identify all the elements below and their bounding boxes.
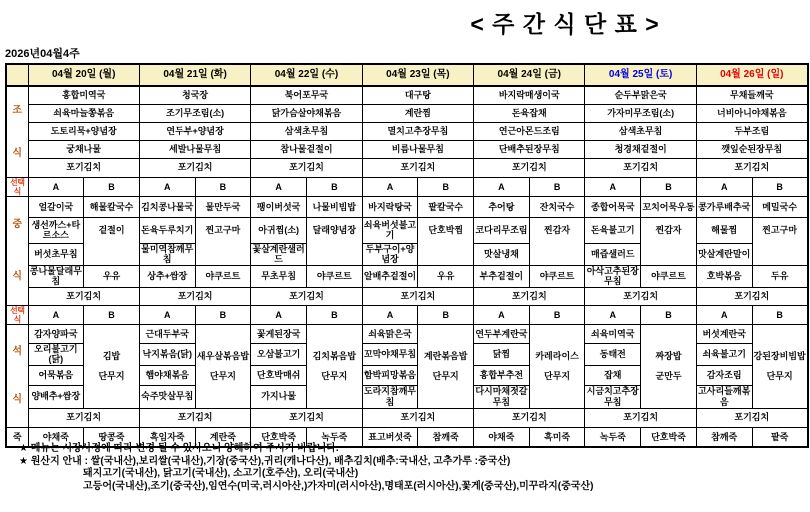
menu-cell: 동태전	[585, 343, 641, 365]
week-label: 2026년04월4주	[5, 48, 80, 60]
menu-cell: 버섯계란국	[696, 324, 752, 343]
menu-line: 단무지	[432, 370, 459, 381]
menu-cell: 햄야채볶음	[139, 365, 195, 385]
ab-header: B	[641, 177, 697, 196]
menu-cell: 함박피망볶음	[362, 365, 418, 385]
menu-cell: 해물찜	[696, 217, 752, 243]
menu-cell: 야쿠르트	[195, 265, 251, 287]
kimchi-cell: 포기김치	[474, 408, 585, 427]
porridge-cell: 참깨죽	[418, 427, 474, 447]
menu-cell: 종합어묵국	[585, 196, 641, 217]
menu-cell: 세발나물무침	[139, 140, 250, 158]
kimchi-cell: 포기김치	[28, 158, 139, 177]
menu-cell: 잡채	[585, 365, 641, 385]
note-line: 돼지고기(국내산), 닭고기(국내산), 소고기(호주산), 오리(국내산)	[83, 468, 359, 480]
ab-header: A	[28, 177, 84, 196]
menu-cell: 궁채나물	[28, 140, 139, 158]
kimchi-cell: 포기김치	[139, 158, 250, 177]
kimchi-cell: 포기김치	[362, 408, 473, 427]
menu-cell: 감자조림	[696, 365, 752, 385]
menu-cell: 돈육두루치기	[139, 217, 195, 243]
menu-cell: 고사리들깨볶음	[698, 386, 751, 407]
menu-cell-empty	[641, 243, 697, 265]
menu-cell: 조기무조림(소)	[139, 104, 250, 122]
porridge-cell: 단호박죽	[251, 427, 307, 447]
ab-header: A	[696, 177, 752, 196]
section-label-dinner	[6, 324, 28, 427]
menu-cell: 물미역참깨무침	[141, 244, 194, 265]
menu-cell: 시금치고추장무침	[586, 386, 639, 407]
day-header-mon: 04월 20일 (월)	[28, 64, 139, 86]
menu-cell: 콩가루배추국	[696, 196, 752, 217]
menu-cell: 단호박찜	[418, 217, 474, 243]
menu-line: 카레라이스	[535, 351, 579, 362]
menu-cell: 우유	[418, 265, 474, 287]
kimchi-cell: 포기김치	[474, 158, 585, 177]
menu-cell: 근대두부국	[139, 324, 195, 343]
menu-cell: 쇠육마늘쫑볶음	[28, 104, 139, 122]
menu-cell: 낙지볶음(닭)	[139, 343, 195, 365]
menu-cell: 연두부계란국	[474, 324, 530, 343]
menu-line: 단무지	[209, 370, 236, 381]
menu-cell: 팥칼국수	[418, 196, 474, 217]
menu-cell: 쇠육맑은국	[362, 324, 418, 343]
menu-cell: 팽이버섯국	[251, 196, 307, 217]
porridge-cell: 단호박죽	[641, 427, 697, 447]
porridge-cell: 참깨죽	[696, 427, 752, 447]
menu-cell-b-option	[84, 324, 140, 408]
ab-header: B	[195, 177, 251, 196]
menu-cell: 어묵볶음	[28, 365, 84, 385]
kimchi-cell: 포기김치	[696, 408, 807, 427]
day-header-tue: 04월 21일 (화)	[139, 64, 250, 86]
section-char: 석	[12, 346, 23, 358]
menu-cell: 아귀찜(소)	[251, 217, 307, 243]
section-label-breakfast	[6, 86, 28, 177]
kimchi-cell: 포기김치	[251, 287, 362, 305]
note-line: 고등어(국내산),조기(중국산),임연수(미국,러시아산,)가자미(러시아산),명태포(러시아산),꽃게(중국산),미꾸라지(중국산)	[83, 480, 594, 492]
menu-cell-empty	[752, 243, 808, 265]
menu-cell: 메밀국수	[752, 196, 808, 217]
menu-cell: 감자양파국	[28, 324, 84, 343]
menu-cell-b-option	[752, 324, 808, 408]
menu-cell: 대구탕	[362, 86, 473, 104]
ab-header: A	[474, 305, 530, 324]
menu-cell: 찐고구마	[752, 217, 808, 243]
menu-line: 단무지	[544, 370, 571, 381]
menu-cell: 꽃살계란샐러드	[252, 244, 305, 265]
menu-cell: 가지나물	[251, 385, 307, 408]
menu-cell: 참나물겉절이	[251, 140, 362, 158]
menu-cell: 겉절이	[84, 217, 140, 243]
menu-cell: 알배추겉절이	[362, 265, 418, 287]
porridge-cell: 계란죽	[195, 427, 251, 447]
menu-cell: 무채들깨국	[696, 86, 807, 104]
menu-cell: 너비아니야채볶음	[696, 104, 807, 122]
ab-header: A	[251, 177, 307, 196]
ab-header: B	[306, 305, 362, 324]
section-char: 조	[12, 104, 23, 116]
menu-cell: 쇠육버섯불고기	[362, 217, 418, 243]
day-header-fri: 04월 24일 (금)	[474, 64, 585, 86]
menu-cell: 김치콩나물국	[139, 196, 195, 217]
ab-header: B	[84, 305, 140, 324]
menu-cell: 물만두국	[195, 196, 251, 217]
day-header-sat: 04월 25일 (토)	[585, 64, 696, 86]
menu-cell: 꼬치어묵우동	[641, 196, 697, 217]
ab-header: A	[28, 305, 84, 324]
menu-cell: 홍합미역국	[28, 86, 139, 104]
kimchi-cell: 포기김치	[139, 408, 250, 427]
kimchi-cell: 포기김치	[362, 158, 473, 177]
menu-cell-empty	[84, 243, 140, 265]
menu-cell: 달래양념장	[306, 217, 362, 243]
ab-header: B	[418, 305, 474, 324]
porridge-cell: 야채죽	[474, 427, 530, 447]
menu-line: 단무지	[98, 370, 125, 381]
note-line: ★ 메뉴는 시장사정에 따라 변경 될 수 있사오니 양해하여 주시기 바랍니다.	[19, 443, 339, 454]
menu-cell: 돈육불고기	[585, 217, 641, 243]
kimchi-cell: 포기김치	[139, 287, 250, 305]
menu-cell: 쇠육미역국	[585, 324, 641, 343]
menu-cell: 도토리묵+양념장	[28, 122, 139, 140]
kimchi-cell: 포기김치	[696, 158, 807, 177]
section-char: 중	[12, 219, 23, 231]
menu-cell-empty	[306, 243, 362, 265]
menu-cell: 청경채겉절이	[585, 140, 696, 158]
menu-cell: 야쿠르트	[306, 265, 362, 287]
menu-cell: 나물비빔밥	[306, 196, 362, 217]
menu-cell: 우유	[84, 265, 140, 287]
day-header-sun: 04월 26일 (일)	[696, 64, 807, 86]
menu-line: 김밥	[102, 351, 121, 362]
menu-cell: 콩나물달래무침	[29, 265, 82, 287]
menu-table	[5, 63, 809, 448]
menu-cell: 연두부+양념장	[139, 122, 250, 140]
menu-cell: 오리불고기(닭)	[28, 343, 84, 365]
ab-header: A	[585, 305, 641, 324]
menu-cell: 호박볶음	[696, 265, 752, 287]
menu-cell: 잔치국수	[529, 196, 585, 217]
kimchi-cell: 포기김치	[251, 408, 362, 427]
menu-line: 짜장밥	[655, 351, 682, 362]
ab-header: B	[306, 177, 362, 196]
menu-cell-b-option	[418, 324, 474, 408]
ab-header: B	[752, 305, 808, 324]
menu-cell: 돈육잡채	[474, 104, 585, 122]
menu-cell-b-option	[195, 324, 251, 408]
porridge-cell: 땅콩죽	[84, 427, 140, 447]
kimchi-cell: 포기김치	[28, 287, 139, 305]
menu-line: 군만두	[655, 370, 682, 381]
menu-cell: 삼색초무침	[251, 122, 362, 140]
menu-line: 새우살볶음밥	[196, 351, 250, 362]
section-label-porridge: 죽	[6, 427, 28, 447]
section-label-select-lunch: 선택식	[6, 177, 28, 196]
ab-header: B	[529, 177, 585, 196]
page-title: < 주 간 식 단 표 >	[470, 11, 660, 37]
ab-header: B	[195, 305, 251, 324]
menu-cell: 닭가슴살야채볶음	[251, 104, 362, 122]
porridge-cell: 야채죽	[28, 427, 84, 447]
kimchi-cell: 포기김치	[251, 158, 362, 177]
porridge-cell: 녹두죽	[306, 427, 362, 447]
menu-cell: 맛살계란말이	[696, 243, 752, 265]
menu-cell: 바지락매생이국	[474, 86, 585, 104]
menu-cell: 쇠육불고기	[696, 343, 752, 365]
menu-cell: 버섯초무침	[28, 243, 84, 265]
kimchi-cell: 포기김치	[474, 287, 585, 305]
notes	[19, 443, 593, 493]
ab-header: A	[139, 305, 195, 324]
menu-cell: 멸치고추장무침	[362, 122, 473, 140]
menu-cell: 닭찜	[474, 343, 530, 365]
menu-cell: 가자미무조림(소)	[585, 104, 696, 122]
menu-cell: 추어탕	[474, 196, 530, 217]
menu-cell: 연근아몬드조림	[474, 122, 585, 140]
menu-cell: 청국장	[139, 86, 250, 104]
menu-cell: 두부조림	[696, 122, 807, 140]
ab-header: A	[362, 177, 418, 196]
menu-cell-empty	[195, 243, 251, 265]
menu-cell: 양배추+쌈장	[28, 385, 84, 408]
menu-cell: 생선까스+타르소스	[28, 217, 84, 243]
ab-header: A	[696, 305, 752, 324]
menu-cell: 부추겉절이	[474, 265, 530, 287]
day-header-thu: 04월 23일 (목)	[362, 64, 473, 86]
menu-cell: 해물칼국수	[84, 196, 140, 217]
porridge-cell: 팥죽	[752, 427, 808, 447]
kimchi-cell: 포기김치	[28, 408, 139, 427]
menu-cell: 단배추된장무침	[474, 140, 585, 158]
menu-cell: 오삼불고기	[251, 343, 307, 365]
menu-cell: 야쿠르트	[529, 265, 585, 287]
menu-cell-empty	[529, 243, 585, 265]
section-char: 식	[12, 270, 23, 282]
menu-cell: 상추+쌈장	[139, 265, 195, 287]
ab-header: B	[529, 305, 585, 324]
ab-header: B	[641, 305, 697, 324]
menu-cell: 코다리무조림	[474, 217, 530, 243]
menu-cell: 삼색초무침	[585, 122, 696, 140]
ab-header: B	[418, 177, 474, 196]
day-header-wed: 04월 22일 (수)	[251, 64, 362, 86]
menu-cell: 무초무침	[251, 265, 307, 287]
ab-header: B	[752, 177, 808, 196]
menu-cell: 야쿠르트	[641, 265, 697, 287]
menu-cell: 다시마채젓갈무침	[475, 386, 528, 407]
menu-cell: 꽃게된장국	[251, 324, 307, 343]
menu-cell: 아삭고추된장무침	[586, 265, 639, 287]
menu-cell: 숙주맛살무침	[139, 385, 195, 408]
menu-cell: 홍합부추전	[474, 365, 530, 385]
corner-cell	[6, 64, 28, 86]
menu-cell: 두부구이+양념장	[362, 243, 418, 265]
ab-header: A	[251, 305, 307, 324]
kimchi-cell: 포기김치	[585, 287, 696, 305]
menu-cell: 두유	[752, 265, 808, 287]
menu-cell: 맛살냉채	[474, 243, 530, 265]
menu-line: 단무지	[321, 370, 348, 381]
menu-cell: 매즙샐러드	[585, 243, 641, 265]
menu-cell: 단호박매쉬	[251, 365, 307, 385]
menu-cell-empty	[418, 243, 474, 265]
menu-cell: 비름나물무침	[362, 140, 473, 158]
menu-cell: 찐고구마	[195, 217, 251, 243]
menu-line: 계란볶음밥	[423, 351, 468, 362]
menu-cell: 북어포무국	[251, 86, 362, 104]
section-label-select-dinner: 선택식	[6, 305, 28, 324]
ab-header: A	[585, 177, 641, 196]
porridge-cell: 흑미죽	[529, 427, 585, 447]
menu-line: 강된장비빔밥	[753, 351, 806, 362]
note-line: ★ 원산지 안내 : 쌀(국내산),보리쌀(국내산),기장(중국산),귀리(캐나다산), 배추김치(배추:국내산, 고추가루 :중국산)	[19, 455, 511, 467]
menu-cell: 얼갈이국	[28, 196, 84, 217]
ab-header: A	[139, 177, 195, 196]
kimchi-cell: 포기김치	[585, 158, 696, 177]
menu-cell: 바지락탕국	[362, 196, 418, 217]
kimchi-cell: 포기김치	[585, 408, 696, 427]
menu-line: 단무지	[766, 370, 793, 381]
porridge-cell: 녹두죽	[585, 427, 641, 447]
menu-cell: 도라지참깨무침	[363, 386, 417, 407]
kimchi-cell: 포기김치	[696, 287, 807, 305]
menu-cell-b-option	[641, 324, 697, 408]
ab-header: A	[474, 177, 530, 196]
section-char: 식	[12, 393, 23, 405]
menu-cell: 깻잎순된장무침	[696, 140, 807, 158]
ab-header: B	[84, 177, 140, 196]
menu-cell-b-option	[306, 324, 362, 408]
kimchi-cell: 포기김치	[362, 287, 473, 305]
menu-cell-b-option	[529, 324, 585, 408]
section-char: 식	[12, 147, 23, 159]
section-label-lunch	[6, 196, 28, 305]
menu-line: 김치볶음밥	[312, 351, 357, 362]
menu-cell: 계란찜	[362, 104, 473, 122]
menu-cell: 순두부맑은국	[585, 86, 696, 104]
menu-cell: 꼬막야채무침	[362, 343, 418, 365]
menu-cell: 찐감자	[641, 217, 697, 243]
ab-header: A	[362, 305, 418, 324]
porridge-cell: 흑임자죽	[139, 427, 195, 447]
menu-cell: 찐감자	[529, 217, 585, 243]
porridge-cell: 표고버섯죽	[362, 427, 418, 447]
